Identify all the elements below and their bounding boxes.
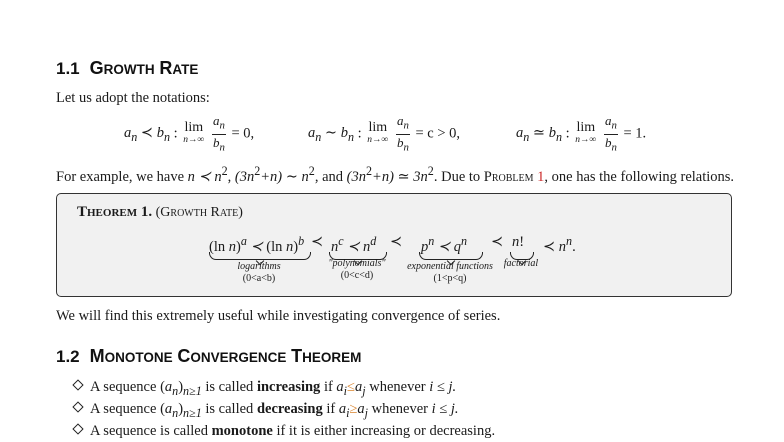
underbrace-logarithms bbox=[209, 252, 311, 260]
factorial-term: n! bbox=[512, 234, 525, 250]
diamond-bullet-icon bbox=[72, 423, 83, 434]
diamond-bullet-icon bbox=[72, 401, 83, 412]
definition-simeq: $a_n$ ≃ $b_n$ : lim n→∞ $\frac{a_n}{b_n}$ = 1. bbox=[516, 113, 647, 154]
definition-list bbox=[74, 376, 495, 442]
underbrace-exponential bbox=[419, 252, 483, 260]
problem-link[interactable]: 1 bbox=[537, 168, 545, 185]
problem-ref-word: Problem bbox=[483, 168, 534, 185]
list-item-increasing: A sequence $(a_n)_{n\ge 1}$ is called increasing if $a_i\le a_j$ whenever i ≤ j. bbox=[74, 376, 495, 398]
after-theorem-paragraph: We will find this extremely useful while investigating convergence of series. bbox=[56, 308, 501, 324]
relation-symbol: ≺ bbox=[311, 234, 324, 250]
label-logarithms: logarithms (0<a<b) bbox=[237, 261, 281, 284]
example-paragraph: For example, we have n ≺ $n^2$, $(3n^2+n)$ ∼ $n^2$, and $(3n^2+n)$ ≃ $3n^2$. Due to Problem 1, one has the following relations. bbox=[56, 164, 735, 185]
diamond-bullet-icon bbox=[72, 379, 83, 390]
section-title-growth-rate: 1.1 GROWTH RATE bbox=[56, 58, 199, 78]
section-number: 1.2 bbox=[56, 347, 80, 366]
label-factorial: factorial bbox=[503, 258, 539, 269]
intro-paragraph: Let us adopt the notations: bbox=[56, 90, 210, 106]
theorem-label: Theorem 1. bbox=[77, 204, 153, 220]
theorem-name: (Growth Rate) bbox=[155, 205, 243, 220]
label-exponential: exponential functions (1<p<q) bbox=[407, 261, 493, 284]
log-terms: (ln n)$^a$ ≺ (ln n)$^b$ bbox=[209, 234, 305, 255]
power-term: ≺ $n^n$. bbox=[543, 234, 576, 255]
exp-terms: $p^n$ ≺ $q^n$ bbox=[421, 234, 467, 255]
definition-prec: $a_n$ ≺ $b_n$ : lim n→∞ $\frac{a_n}{b_n}$ = 0, bbox=[124, 113, 255, 154]
theorem-heading bbox=[77, 204, 243, 221]
theorem-box bbox=[56, 193, 732, 297]
relation-symbol: ≺ bbox=[390, 234, 403, 250]
definition-sim: $a_n$ ∼ $b_n$ : lim n→∞ $\frac{a_n}{b_n}$ = c > 0, bbox=[308, 113, 461, 154]
list-item-monotone: A sequence is called monotone if it is either increasing or decreasing. bbox=[74, 420, 495, 442]
section-number: 1.1 bbox=[56, 59, 80, 78]
relation-symbol: ≺ bbox=[491, 234, 504, 250]
label-polynomials: "polynomials" (0<c<d) bbox=[328, 258, 386, 281]
section-title-monotone-convergence: 1.2 MONOTONE CONVERGENCE THEOREM bbox=[56, 346, 362, 366]
list-item-decreasing: A sequence $(a_n)_{n\ge 1}$ is called decreasing if $a_i\ge a_j$ whenever i ≤ j. bbox=[74, 398, 495, 420]
poly-terms: $n^c$ ≺ $n^d$ bbox=[331, 234, 377, 255]
